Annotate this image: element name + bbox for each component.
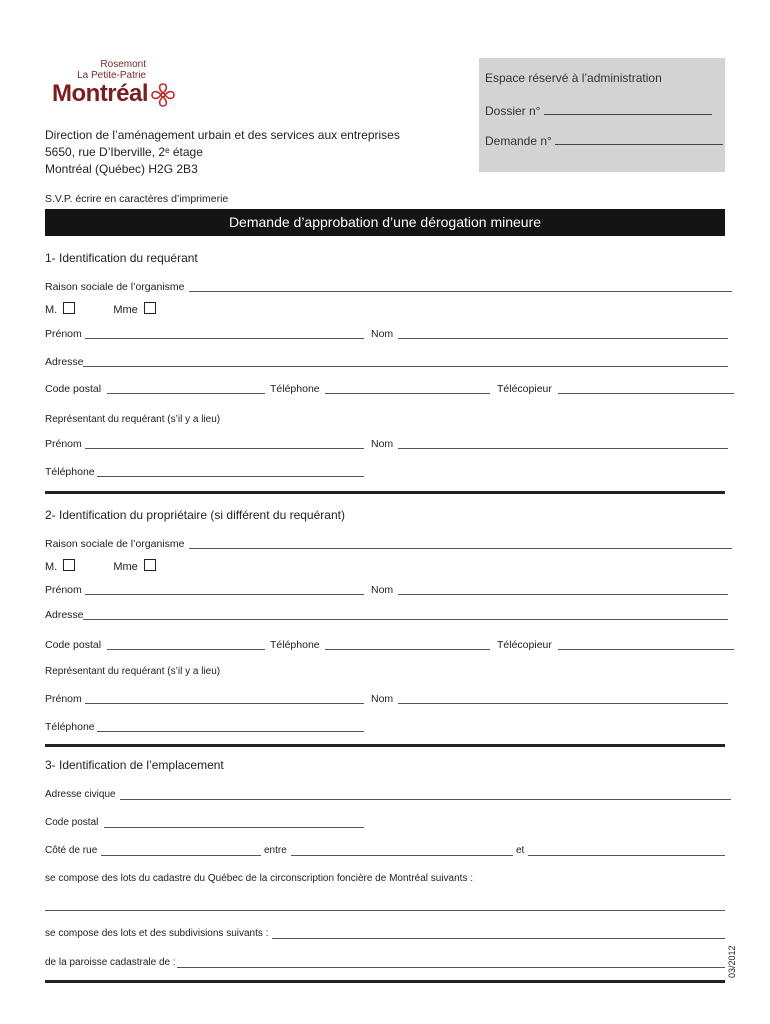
section-divider-3 — [45, 980, 725, 983]
demande-field[interactable] — [555, 134, 723, 145]
s2-rep-nom-label: Nom — [371, 693, 394, 705]
s1-rep-prenom-field[interactable] — [85, 448, 364, 449]
s1-fax-field[interactable] — [558, 393, 734, 394]
s2-mme-checkbox[interactable] — [144, 559, 156, 571]
s3-adresse-label: Adresse civique — [45, 789, 116, 800]
s1-rep-name-row — [45, 438, 394, 450]
s1-rep-tel-row — [45, 466, 95, 478]
s2-cp-field[interactable] — [107, 649, 265, 650]
address-line-2: 5650, rue D’Iberville, 2ᵉ étage — [45, 145, 203, 159]
s2-fax-field[interactable] — [558, 649, 734, 650]
s1-nom-label: Nom — [371, 328, 394, 340]
s3-cadastre-label: se compose des lots du cadastre du Québec de la circonscription foncière de Montréal suivants : — [45, 873, 474, 884]
s1-rep-nom-label: Nom — [371, 438, 394, 450]
print-note: S.V.P. écrire en caractères d’imprimerie — [45, 193, 229, 205]
s3-lots-row — [45, 928, 268, 939]
s1-raison-label: Raison sociale de l’organisme — [45, 281, 185, 293]
demande-label: Demande n° — [485, 134, 723, 148]
s1-cp-field[interactable] — [107, 393, 265, 394]
s3-entre-label: entre — [264, 845, 287, 856]
s2-rep-tel-row — [45, 721, 95, 733]
s2-rep-tel-field[interactable] — [97, 731, 364, 732]
s2-mme-label: Mme — [113, 561, 138, 573]
s1-raison-row — [45, 281, 185, 293]
s3-cote-field[interactable] — [101, 855, 261, 856]
s2-representant: Représentant du requérant (s’il y a lieu) — [45, 666, 221, 677]
s2-name-row — [45, 584, 394, 596]
s1-tel-label: Téléphone — [270, 383, 320, 395]
s2-adresse-row — [45, 609, 84, 621]
address-line-1: Direction de l’aménagement urbain et des services aux entreprises — [45, 128, 400, 142]
s1-raison-field[interactable] — [189, 291, 732, 292]
admin-box — [479, 58, 725, 172]
montreal-flower-icon — [150, 82, 176, 108]
s2-rep-nom-field[interactable] — [398, 703, 728, 704]
s2-cp-label: Code postal — [45, 639, 102, 651]
s1-tel-field[interactable] — [325, 393, 490, 394]
s3-adresse-field[interactable] — [120, 799, 731, 800]
s2-raison-field[interactable] — [189, 548, 732, 549]
s1-adresse-label: Adresse — [45, 356, 84, 368]
s3-paroisse-field[interactable] — [177, 967, 725, 968]
s2-tel-field[interactable] — [325, 649, 490, 650]
s1-fax-label: Télécopieur — [497, 383, 552, 395]
section-divider-2 — [45, 744, 725, 747]
s2-m-label: M. — [45, 561, 58, 573]
s1-rep-prenom-label: Prénom — [45, 438, 82, 450]
s2-title-row — [45, 559, 156, 573]
s1-rep-tel-field[interactable] — [97, 476, 364, 477]
s2-nom-field[interactable] — [398, 594, 728, 595]
s2-rep-tel-label: Téléphone — [45, 721, 95, 733]
logo-subtitle-1: Rosemont — [100, 59, 146, 70]
s2-m-checkbox[interactable] — [63, 559, 75, 571]
s2-adresse-field[interactable] — [83, 619, 728, 620]
s2-prenom-field[interactable] — [85, 594, 364, 595]
s2-rep-prenom-label: Prénom — [45, 693, 82, 705]
logo-subtitle-2: La Petite-Patrie — [77, 70, 146, 81]
section1-title: 1- Identification du requérant — [45, 251, 198, 265]
s2-fax-label: Télécopieur — [497, 639, 552, 651]
section3-title: 3- Identification de l’emplacement — [45, 758, 224, 772]
s3-paroisse-label: de la paroisse cadastrale de : — [45, 957, 176, 968]
s1-cp-label: Code postal — [45, 383, 102, 395]
dossier-field[interactable] — [544, 104, 712, 115]
s2-adresse-label: Adresse — [45, 609, 84, 621]
s1-adresse-row — [45, 356, 84, 368]
s2-prenom-label: Prénom — [45, 584, 82, 596]
s3-lots-field[interactable] — [272, 938, 725, 939]
s2-raison-row — [45, 538, 185, 550]
s1-adresse-field[interactable] — [83, 366, 728, 367]
s3-adresse-row — [45, 789, 116, 800]
s3-cp-field[interactable] — [104, 827, 364, 828]
section2-title: 2- Identification du propriétaire (si différent du requérant) — [45, 508, 345, 522]
section-divider-1 — [45, 491, 725, 494]
s1-representant: Représentant du requérant (s’il y a lieu) — [45, 414, 221, 425]
s1-mme-checkbox[interactable] — [144, 302, 156, 314]
s2-rep-name-row — [45, 693, 394, 705]
s1-rep-nom-field[interactable] — [398, 448, 728, 449]
s3-et-field[interactable] — [528, 855, 725, 856]
s3-cp-row — [45, 817, 98, 828]
s3-cote-row — [45, 845, 525, 856]
logo-text: Montréal — [52, 80, 149, 107]
s1-prenom-field[interactable] — [85, 338, 364, 339]
s1-m-checkbox[interactable] — [63, 302, 75, 314]
s1-name-row — [45, 328, 394, 340]
s2-tel-label: Téléphone — [270, 639, 320, 651]
s1-nom-field[interactable] — [398, 338, 728, 339]
s3-cp-label: Code postal — [45, 817, 99, 828]
s1-mme-label: Mme — [113, 304, 138, 316]
s3-entre-field[interactable] — [291, 855, 513, 856]
form-title: Demande d’approbation d’une dérogation mineure — [45, 209, 725, 236]
s2-contact-row — [45, 639, 552, 651]
dossier-label: Dossier n° — [485, 104, 712, 118]
s2-nom-label: Nom — [371, 584, 394, 596]
s1-prenom-label: Prénom — [45, 328, 82, 340]
s1-contact-row — [45, 383, 552, 395]
s2-raison-label: Raison sociale de l’organisme — [45, 538, 185, 550]
s1-rep-tel-label: Téléphone — [45, 466, 95, 478]
s3-lots-label: se compose des lots et des subdivisions suivants : — [45, 928, 269, 939]
s3-paroisse-row — [45, 957, 176, 968]
s3-cadastre-field[interactable] — [45, 910, 725, 911]
s1-title-row — [45, 302, 156, 316]
s3-cote-label: Côté de rue — [45, 845, 98, 856]
admin-title: Espace réservé à l’administration — [485, 71, 662, 85]
s2-rep-prenom-field[interactable] — [85, 703, 364, 704]
address-line-3: Montréal (Québec) H2G 2B3 — [45, 162, 198, 176]
version-date: 03/2012 — [727, 945, 737, 978]
s1-m-label: M. — [45, 304, 58, 316]
s3-et-label: et — [516, 845, 525, 856]
